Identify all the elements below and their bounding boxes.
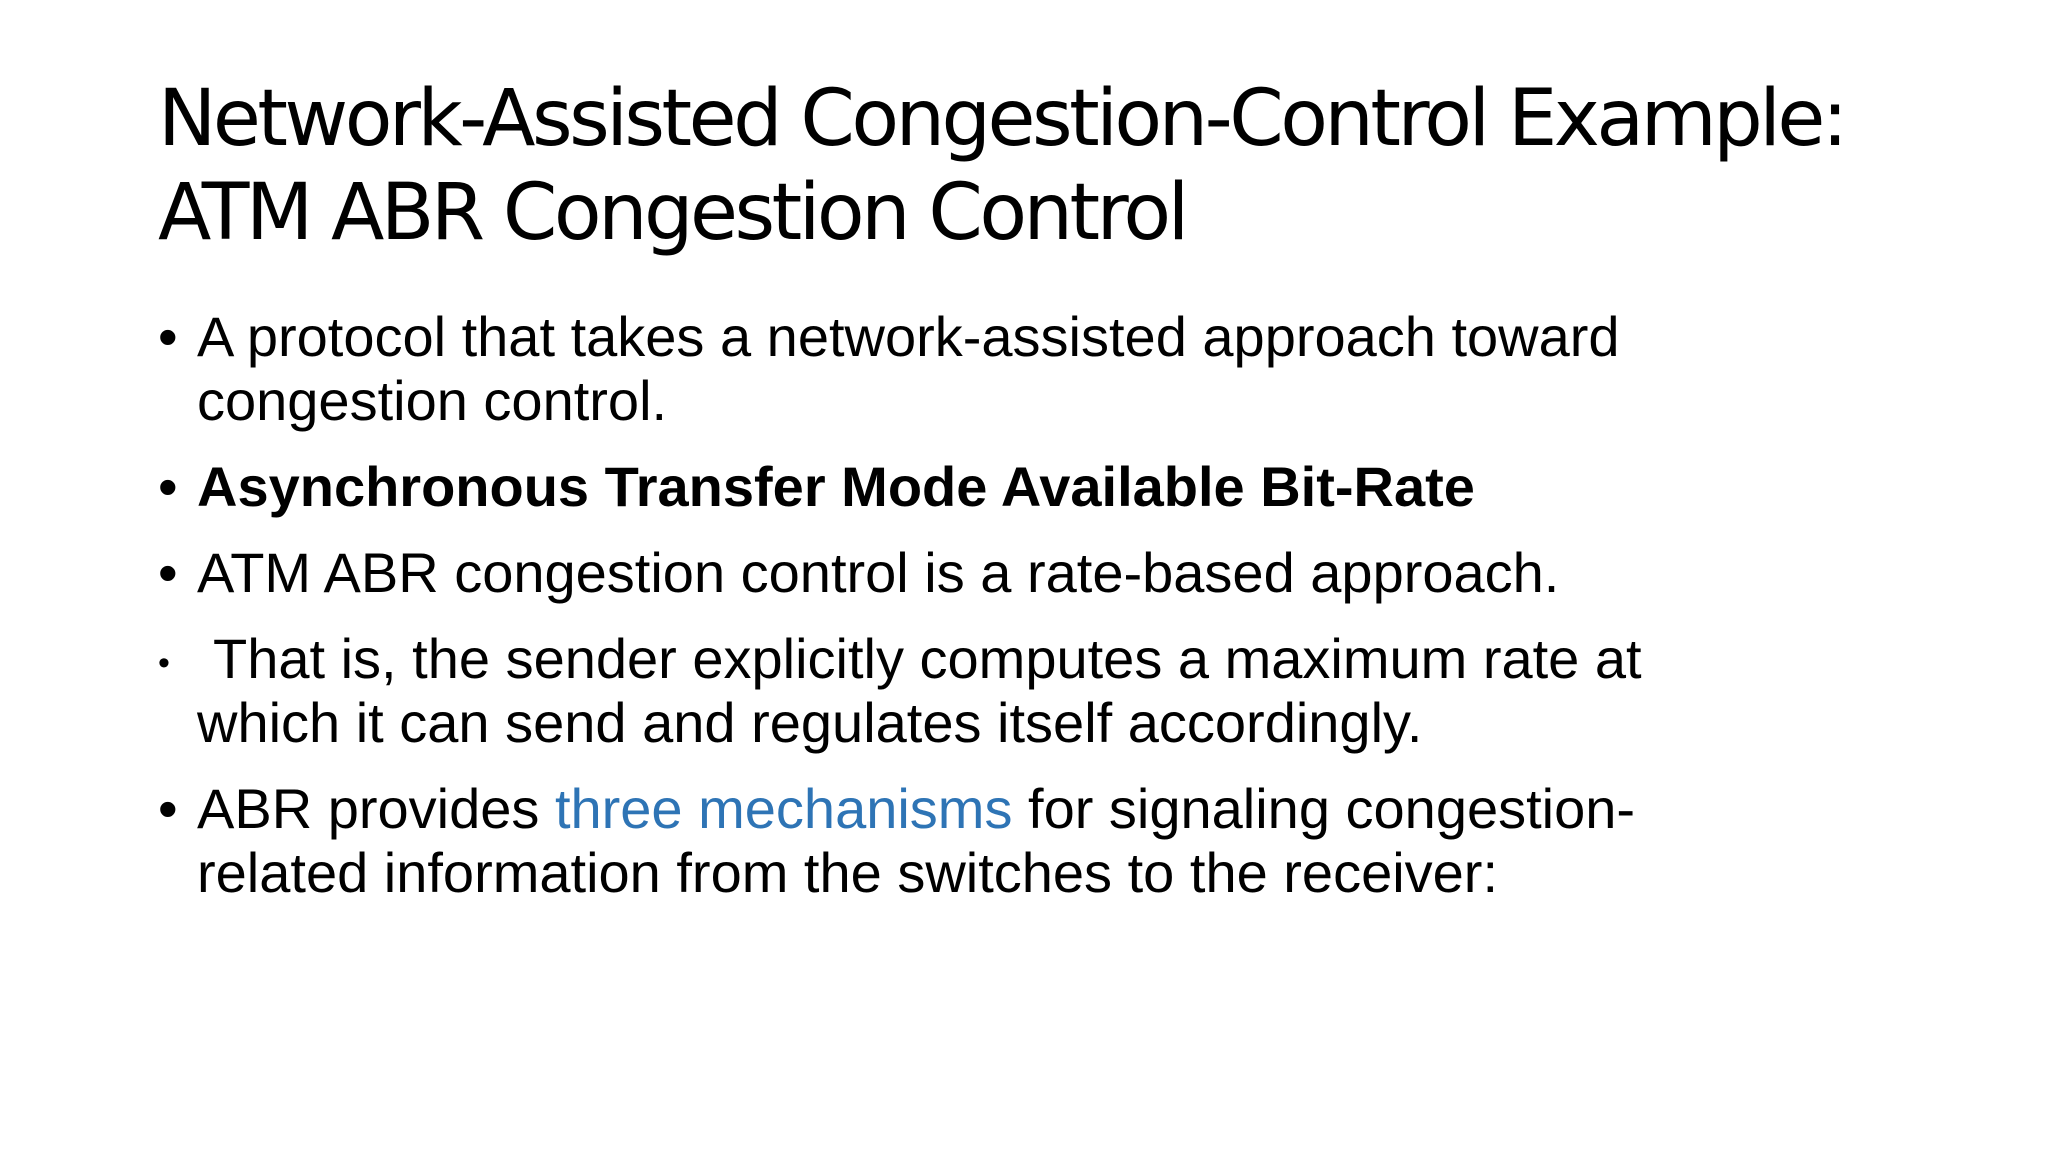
bullet-text: A protocol that takes a network-assisted approach toward congestion control. xyxy=(197,305,1620,432)
bullet-list xyxy=(158,305,1798,927)
bullet-item xyxy=(158,777,1798,905)
bullet-text-bold: Asynchronous Transfer Mode Available Bit-Rate xyxy=(197,455,1475,518)
bullet-text: ATM ABR congestion control is a rate-based approach. xyxy=(197,541,1560,604)
bullet-dot-icon: • xyxy=(158,541,178,604)
bullet-dot-icon: • xyxy=(158,305,178,368)
slide-title xyxy=(158,72,1958,260)
bullet-item xyxy=(158,541,1798,605)
bullet-item xyxy=(158,627,1798,755)
bullet-item xyxy=(158,305,1798,433)
slide-title-line-1: Network-Assisted Congestion-Control Example: xyxy=(158,74,1845,164)
bullet-dot-icon: • xyxy=(158,777,178,840)
bullet-dot-icon: • xyxy=(158,455,178,518)
bullet-text: That is, the sender explicitly computes a maximum rate at which it can send and regulates itself accordingly. xyxy=(197,627,1642,754)
bullet-text xyxy=(197,777,1635,904)
highlighted-text: three mechanisms xyxy=(554,777,1013,840)
slide-title-line-2: ATM ABR Congestion Control xyxy=(158,168,1186,258)
bullet-dot-icon: • xyxy=(158,644,170,682)
bullet-text-part: ABR provides xyxy=(197,777,555,840)
bullet-text-part: for signaling congestion-related information from the switches to the receiver: xyxy=(197,777,1636,904)
bullet-item xyxy=(158,455,1798,519)
